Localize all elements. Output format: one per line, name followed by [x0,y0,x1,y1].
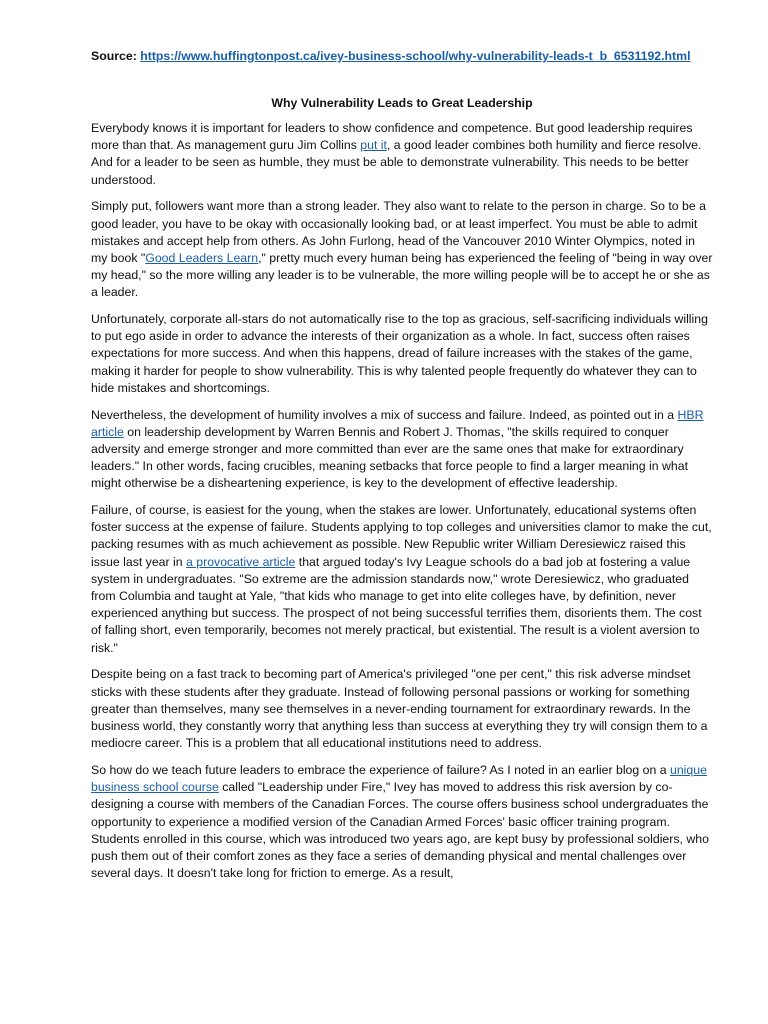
paragraph-text: So how do we teach future leaders to embrace the experience of failure? As I noted in an earlier blog on a [91,762,670,777]
put-it-link[interactable]: put it [360,138,387,153]
article-title: Why Vulnerability Leads to Great Leadership [271,96,533,110]
unique-course-link[interactable]: unique business school course [91,762,707,795]
paragraph-text: , a good leader combines both humility and fierce resolve. And for a leader to be seen as humble, they must be able to demonstrate vulnerability. This needs to be better understood. [91,138,702,187]
paragraph-text: Everybody knows it is important for leaders to show confidence and competence. But good leadership requires more than that. As management guru Jim Collins [91,121,693,153]
paragraph-text: Simply put, followers want more than a strong leader. They also want to relate to the person in charge. So to be a good leader, you have to be okay with occasionally looking bad, or at least imperfect. You must be able to admit mistakes and accept help from others. As John Furlong, head of the Vancouver 2010 Winter Olympics, noted in my book " [91,199,706,265]
paragraph-text: on leadership development by Warren Bennis and Robert J. Thomas, "the skills required to conquer adversity and emerge stronger and more committed than ever are the same ones that make for extraordinary leaders." In other words, facing crucibles, meaning setbacks that force people to find a larger meaning in what might otherwise be a disheartening experience, is key to the development of effective leadership. [91,424,688,491]
source-line [91,48,713,65]
paragraph-6: Despite being on a fast track to becoming part of America's privileged "one per cent," this risk adverse mindset sticks with these students after they graduate. Instead of following personal passions or working for something greater than themselves, many see themselves in a never-ending tournament for extraordinary rewards. In the business world, they constantly worry that anything less than success at everything they try will consign them to a mediocre career. This is a problem that all educational institutions need to address. [91,667,708,751]
document-page [91,48,713,892]
paragraph-1 [91,120,713,189]
paragraph-text: Failure, of course, is easiest for the young, when the stakes are lower. Unfortunately, educational systems often foster success at the expense of failure. Students applying to top colleges and universities clamor to make the cut, packing resumes with as much achievement as possible. New Republic writer William Deresiewicz raised this issue last year in [91,503,712,569]
good-leaders-learn-link[interactable]: Good Leaders Learn [145,250,259,265]
paragraph-text: Nevertheless, the development of humility involves a mix of success and failure. Indeed, as pointed out in a [91,407,678,422]
paragraph-4 [91,407,713,493]
paragraph-text: called "Leadership under Fire," Ivey has moved to address this risk aversion by co-designing a course with members of the Canadian Forces. The course offers business school undergraduates the opportunity to experience a modified version of the Canadian Armed Forces' basic officer training program. Students enrolled in this course, which was introduced two years ago, are kept busy by professional soldiers, who push them out of their comfort zones as they face a series of demanding physical and mental challenges over several days. It doesn't take long for friction to emerge. As a result, [91,780,709,881]
paragraph-text: ," pretty much every human being has experienced the feeling of "being in way over my head," so the more willing any leader is to be vulnerable, the more willing people will be to accept he or she as a leader. [91,250,713,300]
paragraph-5 [91,502,713,657]
paragraph-7 [91,762,713,882]
paragraph-2 [91,198,713,301]
source-label: Source: [91,49,137,63]
hbr-article-link[interactable]: HBR article [91,407,704,439]
provocative-article-link[interactable]: a provocative article [186,554,296,569]
paragraph-3: Unfortunately, corporate all-stars do not automatically rise to the top as gracious, self-sacrificing individuals willing to put ego aside in order to advance the interests of their organization as a whole. In fact, success often raises expectations for more success. And when this happens, dread of failure increases with the stakes of the game, making it harder for people to show vulnerability. This is why talented people frequently do whatever they can to hide mistakes and shortcomings. [91,312,708,395]
source-link[interactable]: https://www.huffingtonpost.ca/ivey-business-school/why-vulnerability-leads-t_b_6531192.html [140,49,691,63]
paragraph-text: that argued today's Ivy League schools do a bad job at fostering a value system in undergraduates. "So extreme are the admission standards now," wrote Deresiewicz, who graduated from Columbia and taught at Yale, "that kids who manage to get into elite colleges have, by definition, never experienced anything but success. The prospect of not being successful terrifies them, disorients them. The cost of falling short, even temporarily, becomes not merely practical, but existential. The result is a violent aversion to risk." [91,554,702,655]
